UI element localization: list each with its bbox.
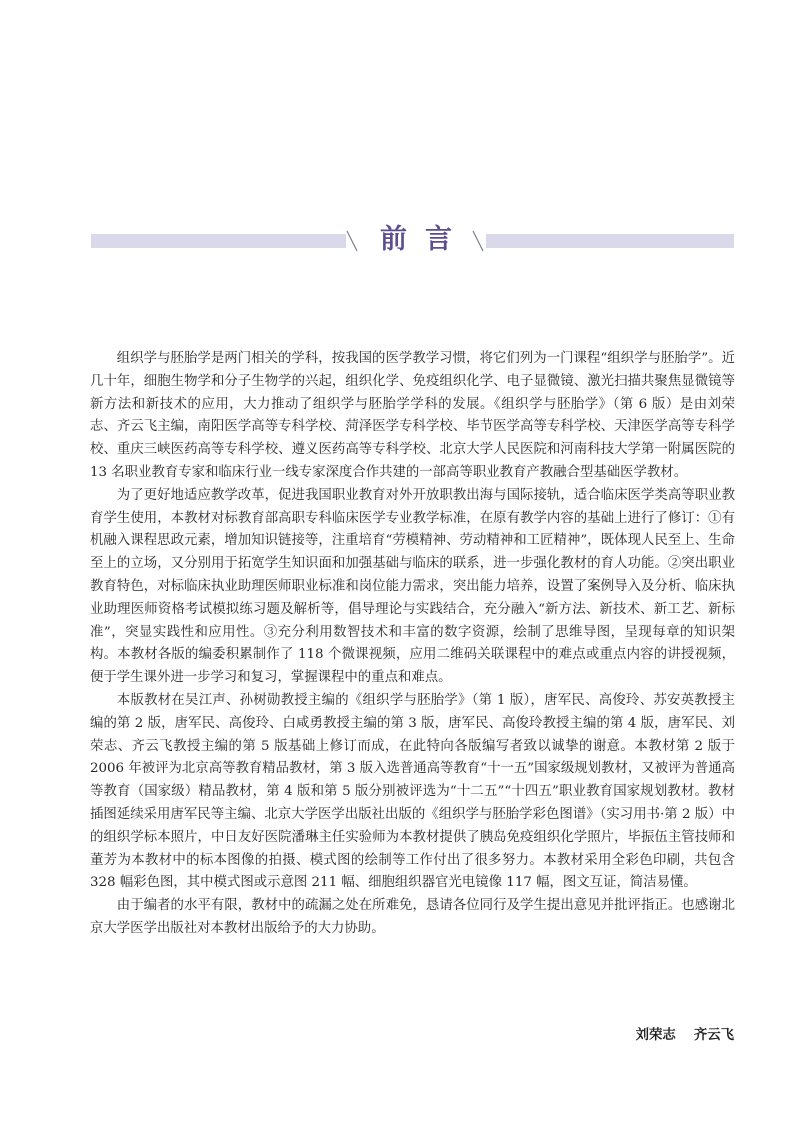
preface-body — [90, 348, 735, 941]
author-name-2: 齐云飞 — [693, 1028, 734, 1043]
heading-slash-left — [344, 230, 360, 252]
signature — [636, 1024, 734, 1043]
heading-bar-right — [486, 234, 734, 248]
paragraph-2: 为了更好地适应教学改革，促进我国职业教育对外开放职教出海与国际接轨，适合临床医学类高等职业教育学生使用，本教材对标教育部高职专科临床医学专业教学标准，在原有教学内容的基础上进行了修订：①有机融入课程思政元素，增加知识链接等，注重培育“劳模精神、劳动精神和工匠精神”，既体现人民至上、生命至上的立场，又分别用于拓宽学生知识面和加强基础与临床的联系，进一步强化教材的育人功能。②突出职业教育特色，对标临床执业助理医师职业标准和岗位能力需求，突出能力培养，设置了案例导入及分析、临床执业助理医师资格考试模拟练习题及解析等，倡导理论与实践结合，充分融入“新方法、新技术、新工艺、新标准”，突显实践性和应用性。③充分利用数智技术和丰富的数字资源，绘制了思维导图，呈现每章的知识架构。本教材各版的编委积累制作了 118 个微课视频，应用二维码关联课程中的难点或重点内容的讲授视频，便于学生课外进一步学习和复习，掌握课程中的重点和难点。 — [90, 487, 735, 686]
author-name-1: 刘荣志 — [635, 1028, 676, 1043]
heading-slash-right — [470, 230, 486, 252]
paragraph-3: 本版教材在吴江声、孙树勋教授主编的《组织学与胚胎学》（第 1 版），唐军民、高俊玲、苏安英教授主编的第 2 版，唐军民、高俊玲、白咸勇教授主编的第 3 版，唐军民、高俊玲教授主编的第 4 版，唐军民、刘荣志、齐云飞教授主编的第 5 版基础上修订而成，在此特向各版编写者致以诚挚的谢意。本教材第 2 版于 2006 年被评为北京高等教育精品教材，第 3 版入选普通高等教育“十一五”国家级规划教材，又被评为普通高等教育（国家级）精品教材，第 4 版和第 5 版分别被评选为“十二五”“十四五”职业教育国家规划教材。教材插图延续采用唐军民等主编、北京大学医学出版社出版的《组织学与胚胎学彩色图谱》（实习用书·第 2 版）中的组织学标本照片，中日友好医院潘琳主任实验师为本教材提供了胰岛免疫组织化学照片，毕振伍主管技师和董芳为本教材中的标本图像的拍摄、模式图的绘制等工作付出了很多努力。本教材采用全彩色印刷，共包含 328 幅彩色图，其中模式图或示意图 211 幅、细胞组织器官光电镜像 117 幅，图文互证，简洁易懂。 — [90, 692, 735, 891]
paragraph-4: 由于编者的水平有限，教材中的疏漏之处在所难免，恳请各位同行及学生提出意见并批评指正。也感谢北京大学医学出版社对本教材出版给予的大力协助。 — [90, 898, 735, 936]
heading-bar-left — [91, 234, 346, 248]
page-title: 前言 — [380, 224, 470, 255]
paragraph-1: 组织学与胚胎学是两门相关的学科，按我国的医学教学习惯，将它们列为一门课程“组织学与胚胎学”。近几十年，细胞生物学和分子生物学的兴起，组织化学、免疫组织化学、电子显微镜、激光扫描共聚焦显微镜等新方法和新技术的应用，大力推动了组织学与胚胎学学科的发展。《组织学与胚胎学》（第 6 版）是由刘荣志、齐云飞主编，南阳医学高等专科学校、菏泽医学专科学校、毕节医学高等专科学校、天津医学高等专科学校、重庆三峡医药高等专科学校、遵义医药高等专科学校、北京大学人民医院和河南科技大学第一附属医院的 13 名职业教育专家和临床行业一线专家深度合作共建的一部高等职业教育产教融合型基础医学教材。 — [90, 351, 735, 480]
